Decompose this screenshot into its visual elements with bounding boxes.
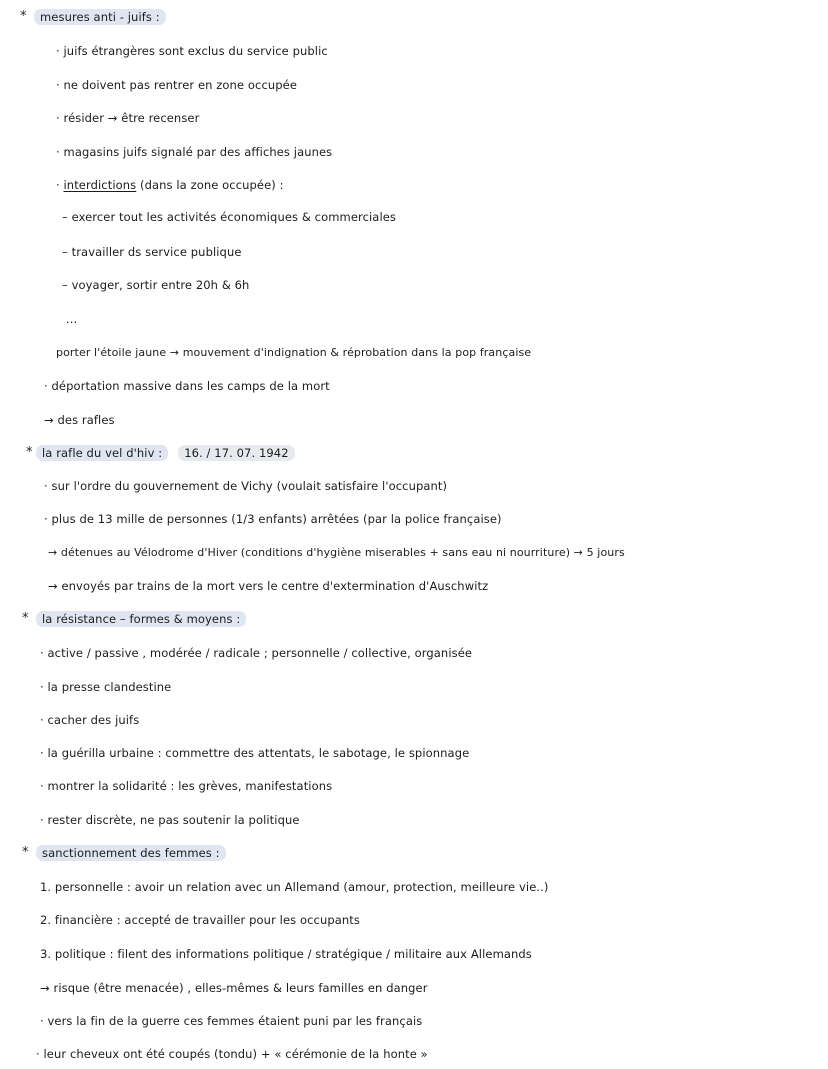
note-line: → détenues au Vélodrome d'Hiver (conditions d'hygiène miserables + sans eau ni nourriture) → 5 jours <box>48 546 625 559</box>
note-line: · plus de 13 mille de personnes (1/3 enfants) arrêtées (par la police française) <box>44 512 502 526</box>
section-bullet: * <box>22 611 29 626</box>
sub-note-ellipsis: ... <box>66 312 78 326</box>
section-bullet: * <box>22 845 29 860</box>
note-line: · juifs étrangères sont exclus du service public <box>56 44 328 58</box>
sub-note-line: – voyager, sortir entre 20h & 6h <box>62 278 250 292</box>
note-line: · sur l'ordre du gouvernement de Vichy (voulait satisfaire l'occupant) <box>44 479 448 493</box>
note-line: · cacher des juifs <box>40 713 140 727</box>
note-line: → envoyés par trains de la mort vers le centre d'extermination d'Auschwitz <box>48 579 489 593</box>
note-line: porter l'étoile jaune → mouvement d'indignation & réprobation dans la pop française <box>56 346 532 359</box>
section-heading-femmes <box>36 845 226 861</box>
note-line: 1. personnelle : avoir un relation avec un Allemand (amour, protection, meilleure vie..) <box>40 880 549 894</box>
heading-highlight: sanctionnement des femmes : <box>36 845 226 861</box>
note-line: · active / passive , modérée / radicale ; personnelle / collective, organisée <box>40 646 473 660</box>
section-heading-mesures <box>34 9 166 25</box>
note-line: · rester discrète, ne pas soutenir la politique <box>40 813 300 827</box>
note-line-interdictions: · interdictions (dans la zone occupée) : <box>56 178 284 192</box>
section-heading-resistance <box>36 611 246 627</box>
note-line: · magasins juifs signalé par des affiches jaunes <box>56 145 333 159</box>
note-line: → risque (être menacée) , elles-mêmes & leurs familles en danger <box>40 981 428 995</box>
heading-highlight: la résistance – formes & moyens : <box>36 611 246 627</box>
note-line: · la guérilla urbaine : commettre des attentats, le sabotage, le spionnage <box>40 746 470 760</box>
note-line: 3. politique : filent des informations politique / stratégique / militaire aux Allemands <box>40 947 532 961</box>
note-line: 2. financière : accepté de travailler pour les occupants <box>40 913 360 927</box>
underlined-word: interdictions <box>63 178 137 192</box>
sub-note-line: – exercer tout les activités économiques & commerciales <box>62 210 397 224</box>
note-line: · montrer la solidarité : les grèves, manifestations <box>40 779 333 793</box>
note-line: · ne doivent pas rentrer en zone occupée <box>56 78 298 92</box>
heading-highlight: la rafle du vel d'hiv : <box>36 445 168 461</box>
section-heading-rafle <box>36 445 295 461</box>
note-line: · résider → être recenser <box>56 111 200 125</box>
note-line: · la presse clandestine <box>40 680 172 694</box>
heading-highlight: mesures anti - juifs : <box>34 9 166 25</box>
note-line: · vers la fin de la guerre ces femmes étaient puni par les français <box>40 1014 423 1028</box>
note-line: · déportation massive dans les camps de la mort <box>44 379 330 393</box>
note-line: · leur cheveux ont été coupés (tondu) + « cérémonie de la honte » <box>36 1047 428 1061</box>
note-line: → des rafles <box>44 413 115 427</box>
sub-note-line: – travailler ds service publique <box>62 245 242 259</box>
section-bullet: * <box>26 445 33 460</box>
section-bullet: * <box>20 9 27 24</box>
date-highlight: 16. / 17. 07. 1942 <box>178 445 294 461</box>
